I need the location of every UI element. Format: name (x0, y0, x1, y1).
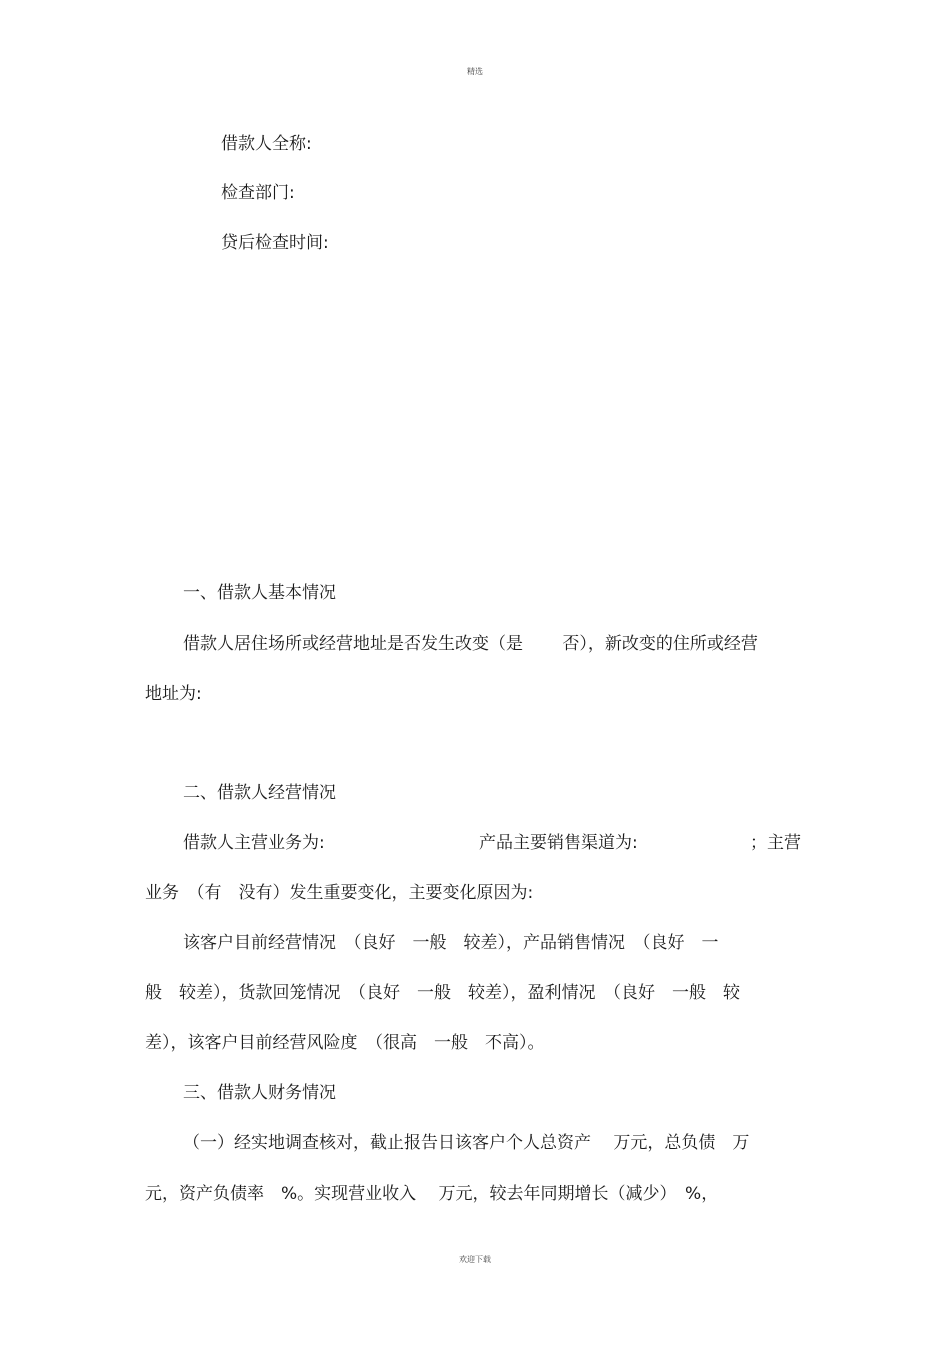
section-3-line-2: 元，资产负债率 %。实现营业收入 万元，较去年同期增长（减少） %， (145, 1184, 719, 1204)
check-time-label: 贷后检查时间: (221, 233, 329, 253)
section-2-line-4: 般 较差），货款回笼情况 （良好 一般 较差），盈利情况 （良好 一般 较 (145, 983, 740, 1003)
sales-channel-label: 产品主要销售渠道为: (479, 833, 638, 853)
page-footer: 欢迎下载 (459, 1255, 491, 1264)
section-2-line-5: 差），该客户目前经营风险度 （很高 一般 不高）。 (145, 1033, 545, 1053)
page-header: 精选 (467, 67, 483, 76)
section-3-title: 三、借款人财务情况 (183, 1083, 336, 1103)
main-business-label: 借款人主营业务为: (183, 833, 325, 853)
main-business-cont: ；主营 (750, 833, 801, 853)
section-1-line-1: 借款人居住场所或经营地址是否发生改变（是 否），新改变的住所或经营 (183, 634, 758, 654)
department-label: 检查部门: (221, 183, 295, 203)
section-2-title: 二、借款人经营情况 (183, 783, 336, 803)
section-1-line-2: 地址为: (145, 684, 202, 704)
borrower-name-label: 借款人全称: (221, 134, 312, 154)
section-2-line-2: 业务 （有 没有）发生重要变化，主要变化原因为: (145, 883, 534, 903)
section-2-line-3: 该客户目前经营情况 （良好 一般 较差），产品销售情况 （良好 一 (183, 933, 719, 953)
section-1-title: 一、借款人基本情况 (183, 583, 336, 603)
section-3-line-1: （一）经实地调查核对，截止报告日该客户个人总资产 万元，总负债 万 (183, 1133, 750, 1153)
